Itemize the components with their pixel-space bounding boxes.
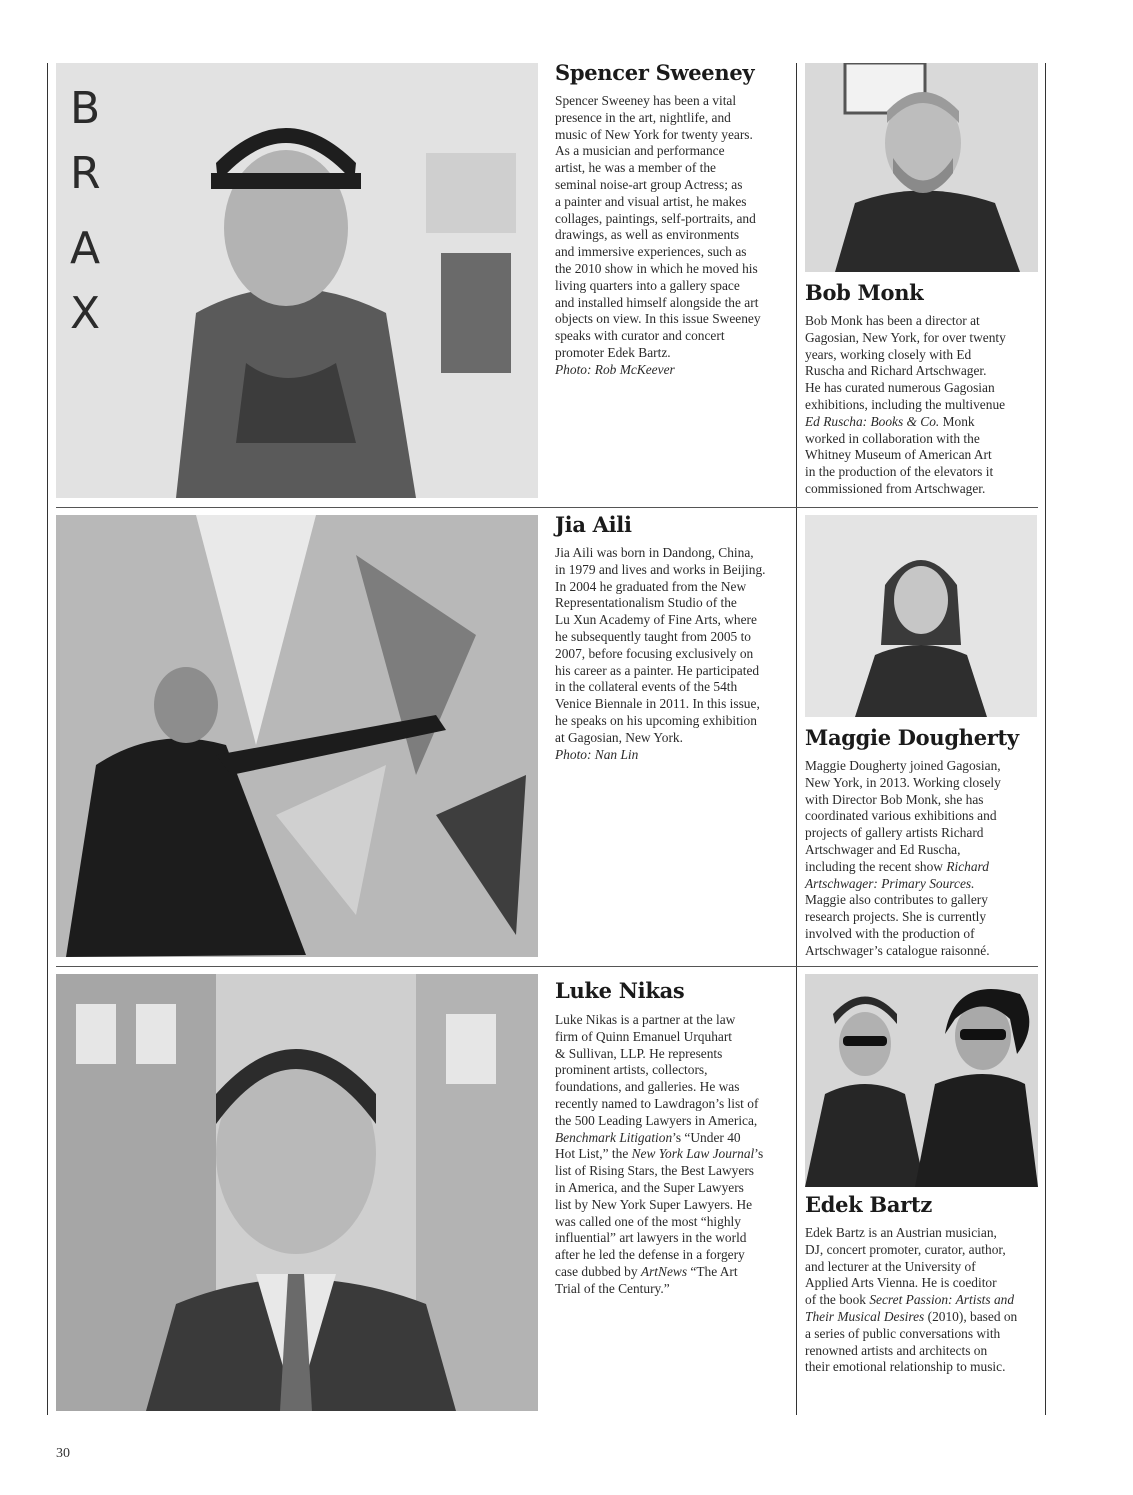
bio-line: artist, he was a member of the	[555, 160, 717, 176]
bio-line: objects on view. In this issue Sweeney	[555, 311, 761, 327]
bio-line: As a musician and performance	[555, 143, 725, 159]
bio-fragment: Hot List,” the	[555, 1146, 632, 1162]
bio-fragment: ’s	[754, 1146, 764, 1162]
book-title: Secret Passion: Artists and	[869, 1292, 1015, 1308]
photo-letter: X	[70, 288, 101, 339]
bio-line: research projects. She is currently	[805, 909, 987, 925]
profile-name: Edek Bartz	[805, 1192, 932, 1217]
portrait-photo	[56, 974, 538, 1411]
bio-line: was called one of the most “highly	[555, 1213, 741, 1229]
bio-line: after he led the defense in a forgery	[555, 1247, 745, 1263]
bio-fragment: case dubbed by	[555, 1263, 641, 1279]
bio-line: in the collateral events of the 54th	[555, 679, 738, 695]
exhibition-title: Richard	[946, 858, 989, 874]
profile-name: Maggie Dougherty	[805, 725, 1019, 750]
bio-line: in the production of the elevators it	[805, 464, 994, 480]
bio-line: their emotional relationship to music.	[805, 1359, 1006, 1375]
photo-letter: A	[70, 223, 101, 274]
bio-line: Bob Monk has been a director at	[805, 313, 980, 328]
bio-line: in 1979 and lives and works in Beijing.	[555, 561, 766, 577]
bio-line: firm of Quinn Emanuel Urquhart	[555, 1028, 733, 1044]
portrait-photo	[56, 63, 538, 498]
bio-line: involved with the production of	[805, 925, 975, 941]
bio-line: he subsequently taught from 2005 to	[555, 628, 751, 644]
page-number: 30	[56, 1446, 70, 1461]
bio-line: with Director Bob Monk, she has	[805, 791, 984, 807]
bio-line: list of Rising Stars, the Best Lawyers	[555, 1163, 754, 1179]
bio-line: recently named to Lawdragon’s list of	[555, 1095, 759, 1111]
bio-line: in America, and the Super Lawyers	[555, 1179, 744, 1195]
bio-line: years, working closely with Ed	[805, 346, 972, 362]
bio-line: at Gagosian, New York.	[555, 729, 683, 745]
bio-line: Maggie also contributes to gallery	[805, 892, 988, 908]
bio-fragment: Monk	[939, 413, 975, 429]
bio-line: living quarters into a gallery space	[555, 277, 740, 293]
profile-name: Luke Nikas	[555, 978, 685, 1003]
bio-line: In 2004 he graduated from the New	[555, 578, 747, 594]
row-divider	[56, 507, 1038, 508]
bio-line: Applied Arts Vienna. He is coeditor	[805, 1275, 997, 1291]
photo-credit: Photo: Rob McKeever	[555, 361, 675, 377]
portrait-illustration	[805, 515, 1037, 717]
bio-line: worked in collaboration with the	[805, 430, 980, 446]
bio-line: Artschwager’s catalogue raisonné.	[805, 942, 990, 958]
bio-line: music of New York for twenty years.	[555, 126, 753, 142]
profile-name: Jia Aili	[555, 512, 632, 537]
publication-title: ArtNews	[640, 1263, 688, 1279]
bio-line: DJ, concert promoter, curator, author,	[805, 1241, 1006, 1257]
bio-line: foundations, and galleries. He was	[555, 1079, 740, 1095]
bio-line: He has curated numerous Gagosian	[805, 380, 995, 396]
portrait-photo	[56, 515, 538, 957]
photo-letter: B	[70, 83, 101, 134]
publication-title: Benchmark Litigation	[555, 1129, 673, 1145]
profile-bio	[555, 1012, 791, 1298]
bio-line: a series of public conversations with	[805, 1325, 1001, 1341]
portrait-illustration	[805, 63, 1038, 272]
bio-line: Representationalism Studio of the	[555, 595, 737, 611]
bio-line: Edek Bartz is an Austrian musician,	[805, 1225, 997, 1240]
bio-line: a painter and visual artist, he makes	[555, 193, 747, 209]
bio-fragment: including the recent show	[805, 858, 947, 874]
profile-bio	[805, 758, 1039, 960]
bio-line: and installed himself alongside the art	[555, 294, 759, 310]
bio-line: Whitney Museum of American Art	[805, 447, 992, 463]
profile-bio	[805, 1225, 1039, 1376]
portrait-illustration	[56, 974, 538, 1411]
bio-line: Jia Aili was born in Dandong, China,	[555, 545, 754, 560]
bio-line: renowned artists and architects on	[805, 1342, 988, 1358]
bio-line: commissioned from Artschwager.	[805, 480, 986, 496]
portrait-photo	[805, 515, 1037, 717]
left-column-rule	[47, 63, 48, 1415]
bio-line: and immersive experiences, such as	[555, 244, 747, 260]
bio-line: Lu Xun Academy of Fine Arts, where	[555, 612, 757, 628]
bio-line: influential” art lawyers in the world	[555, 1230, 747, 1246]
bio-line: & Sullivan, LLP. He represents	[555, 1045, 723, 1061]
profile-bio	[805, 313, 1039, 498]
bio-line: New York, in 2013. Working closely	[805, 774, 1001, 790]
right-column-rule	[1045, 63, 1046, 1415]
bio-line: list by New York Super Lawyers. He	[555, 1196, 753, 1212]
bio-fragment: of the book	[805, 1292, 870, 1308]
bio-line: drawings, as well as environments	[555, 227, 740, 243]
bio-fragment: “The Art	[687, 1263, 738, 1279]
bio-line: presence in the art, nightlife, and	[555, 109, 731, 125]
bio-line: and lecturer at the University of	[805, 1258, 976, 1274]
bio-line: speaks with curator and concert	[555, 328, 725, 344]
bio-line: the 500 Leading Lawyers in America,	[555, 1112, 758, 1128]
photo-credit: Photo: Nan Lin	[555, 746, 639, 762]
bio-line: collages, paintings, self-portraits, and	[555, 210, 756, 226]
photo-letter: R	[70, 148, 101, 199]
portrait-illustration	[805, 974, 1038, 1187]
center-column-rule	[796, 63, 797, 1415]
profile-bio	[555, 545, 791, 763]
profile-name: Bob Monk	[805, 280, 924, 305]
bio-line: he speaks on his upcoming exhibition	[555, 712, 757, 728]
portrait-photo	[805, 63, 1038, 272]
publication-title: New York Law Journal	[631, 1146, 755, 1162]
bio-line: coordinated various exhibitions and	[805, 808, 997, 824]
bio-line: promoter Edek Bartz.	[555, 344, 671, 360]
bio-line: his career as a painter. He participated	[555, 662, 760, 678]
bio-line: Gagosian, New York, for over twenty	[805, 329, 1006, 345]
bio-line: Spencer Sweeney has been a vital	[555, 93, 737, 108]
profile-name: Spencer Sweeney	[555, 60, 755, 85]
bio-line: 2007, before focusing exclusively on	[555, 645, 754, 661]
bio-line: the 2010 show in which he moved his	[555, 260, 758, 276]
bio-fragment: ’s “Under 40	[672, 1129, 741, 1145]
exhibition-title: Artschwager: Primary Sources.	[805, 875, 975, 891]
bio-line: Ruscha and Richard Artschwager.	[805, 363, 987, 379]
book-title: Their Musical Desires	[805, 1308, 925, 1324]
bio-line: exhibitions, including the multivenue	[805, 396, 1006, 412]
row-divider	[56, 966, 1038, 967]
bio-line: Luke Nikas is a partner at the law	[555, 1012, 736, 1027]
portrait-illustration	[56, 515, 538, 957]
portrait-photo	[805, 974, 1038, 1187]
profile-bio	[555, 93, 791, 379]
bio-line: Artschwager and Ed Ruscha,	[805, 841, 961, 857]
bio-fragment: (2010), based on	[924, 1308, 1018, 1324]
bio-line: Maggie Dougherty joined Gagosian,	[805, 758, 1001, 773]
bio-line: Venice Biennale in 2011. In this issue,	[555, 696, 760, 712]
book-title: Ed Ruscha: Books & Co.	[805, 413, 940, 429]
bio-line: seminal noise-art group Actress; as	[555, 176, 743, 192]
bio-line: Trial of the Century.”	[555, 1280, 670, 1296]
portrait-illustration	[56, 63, 538, 498]
bio-line: projects of gallery artists Richard	[805, 825, 984, 841]
bio-line: prominent artists, collectors,	[555, 1062, 708, 1078]
